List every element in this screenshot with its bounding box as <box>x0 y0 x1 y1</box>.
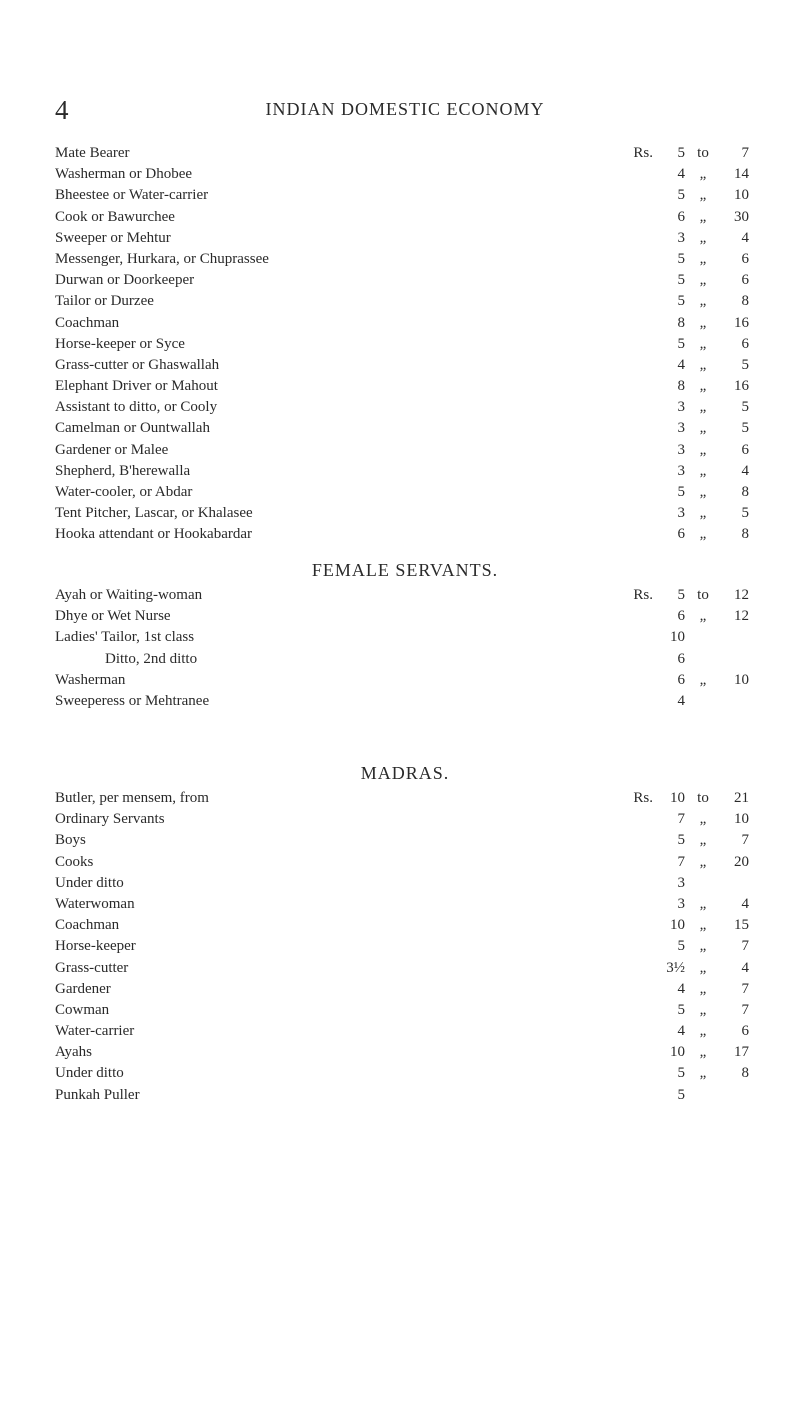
servant-label: Tent Pitcher, Lascar, or Khalasee <box>55 503 259 524</box>
wage-row <box>55 143 755 164</box>
servant-label: Gardener or Malee <box>55 440 174 461</box>
wage-low: 10 <box>670 917 685 934</box>
wage-low: 5 <box>677 272 685 289</box>
range-separator: „ <box>699 832 707 849</box>
wage-high: 8 <box>741 484 749 500</box>
range-separator: „ <box>699 399 707 416</box>
wage-row <box>55 585 755 606</box>
servant-label: Ayah or Waiting-woman <box>55 585 208 606</box>
servant-label: Coachman <box>55 915 125 936</box>
wage-row <box>55 207 755 228</box>
wage-row <box>55 524 755 545</box>
range-separator: „ <box>699 462 707 479</box>
wage-high: 15 <box>734 917 749 934</box>
range-separator: „ <box>699 959 707 976</box>
servant-label: Horse-keeper <box>55 936 142 957</box>
wage-low: 3 <box>677 229 685 246</box>
wage-row <box>55 936 755 957</box>
wage-low: 3½ <box>666 959 685 976</box>
servant-label: Ladies' Tailor, 1st class <box>55 627 200 648</box>
wage-high: 6 <box>741 335 749 352</box>
servant-label: Hooka attendant or Hookabardar <box>55 524 258 545</box>
wage-row <box>55 313 755 334</box>
wage-row <box>55 873 755 894</box>
servant-label: Ayahs <box>55 1042 98 1063</box>
servant-label: Butler, per mensem, from <box>55 788 215 809</box>
servant-label: Punkah Puller <box>55 1085 146 1106</box>
wage-low: 6 <box>677 608 685 625</box>
range-separator: „ <box>699 250 707 267</box>
wage-row <box>55 228 755 249</box>
currency-label: Rs. <box>633 790 653 806</box>
wage-high: 12 <box>734 587 749 603</box>
wage-high: 7 <box>741 145 749 161</box>
range-separator: „ <box>699 853 707 870</box>
range-separator: to <box>697 145 709 161</box>
servant-label: Ditto, 2nd ditto <box>105 649 203 670</box>
wage-row <box>55 852 755 873</box>
wage-high: 30 <box>734 208 749 225</box>
range-separator: „ <box>699 335 707 352</box>
servant-label: Water-carrier <box>55 1021 140 1042</box>
wage-high: 16 <box>734 314 749 331</box>
range-separator: „ <box>699 166 707 183</box>
wage-low: 3 <box>677 462 685 479</box>
wage-row <box>55 670 755 691</box>
servant-label: Elephant Driver or Mahout <box>55 376 224 397</box>
currency-label: Rs. <box>633 145 653 161</box>
range-separator: „ <box>699 671 707 688</box>
range-separator: „ <box>699 441 707 458</box>
servant-label: Coachman <box>55 313 125 334</box>
wage-low: 4 <box>677 980 685 997</box>
range-separator: „ <box>699 526 707 543</box>
wage-low: 8 <box>677 314 685 331</box>
servant-label: Grass-cutter <box>55 958 134 979</box>
servant-label: Camelman or Ountwallah <box>55 418 216 439</box>
range-separator: „ <box>699 917 707 934</box>
range-separator: „ <box>699 208 707 225</box>
range-separator: „ <box>699 505 707 522</box>
section-title: FEMALE SERVANTS. <box>311 560 499 580</box>
wage-low: 10 <box>670 790 685 806</box>
wage-row <box>55 270 755 291</box>
wage-high: 5 <box>741 399 749 416</box>
wage-high: 8 <box>741 293 749 310</box>
wage-low: 4 <box>677 1023 685 1040</box>
wage-low: 10 <box>670 1044 685 1061</box>
servant-label: Waterwoman <box>55 894 141 915</box>
range-separator: to <box>697 790 709 806</box>
servant-label: Mate Bearer <box>55 143 136 164</box>
page-number: 4 <box>55 95 69 125</box>
wage-high: 5 <box>741 505 749 522</box>
wage-low: 4 <box>677 692 685 709</box>
wage-high: 12 <box>734 608 749 625</box>
range-separator: to <box>697 587 709 603</box>
wage-high: 6 <box>741 272 749 289</box>
wage-low: 5 <box>677 145 685 161</box>
wage-row <box>55 1000 755 1021</box>
wage-row <box>55 606 755 627</box>
wage-row <box>55 503 755 524</box>
wage-high: 5 <box>741 356 749 373</box>
wage-low: 5 <box>677 293 685 310</box>
wage-low: 5 <box>677 832 685 849</box>
servant-label: Horse-keeper or Syce <box>55 334 191 355</box>
wage-high: 5 <box>741 420 749 437</box>
wage-high: 6 <box>741 1023 749 1040</box>
wage-low: 5 <box>677 335 685 352</box>
wage-low: 5 <box>677 1001 685 1018</box>
range-separator: „ <box>699 229 707 246</box>
wage-row <box>55 164 755 185</box>
servant-label: Ordinary Servants <box>55 809 171 830</box>
wage-row <box>55 249 755 270</box>
wage-low: 4 <box>677 356 685 373</box>
wage-low: 10 <box>670 629 685 646</box>
servant-label: Durwan or Doorkeeper <box>55 270 200 291</box>
wage-high: 21 <box>734 790 749 806</box>
wage-row <box>55 809 755 830</box>
servant-label: Bheestee or Water-carrier <box>55 185 214 206</box>
servant-label: Washerman or Dhobee <box>55 164 198 185</box>
wage-high: 4 <box>741 229 749 246</box>
range-separator: „ <box>699 980 707 997</box>
servant-label: Cook or Bawurchee <box>55 207 181 228</box>
wage-low: 7 <box>677 853 685 870</box>
wage-low: 5 <box>677 1065 685 1082</box>
wage-row <box>55 691 755 712</box>
wage-high: 7 <box>741 980 749 997</box>
servant-label: Under ditto <box>55 873 130 894</box>
range-separator: „ <box>699 1065 707 1082</box>
wage-row <box>55 915 755 936</box>
servant-label: Under ditto <box>55 1063 130 1084</box>
wage-low: 3 <box>677 420 685 437</box>
male-servants-table <box>55 143 755 546</box>
range-separator: „ <box>699 420 707 437</box>
wage-row <box>55 1085 755 1106</box>
wage-high: 7 <box>741 832 749 849</box>
wage-low: 4 <box>677 166 685 183</box>
wage-row <box>55 1042 755 1063</box>
wage-row <box>55 185 755 206</box>
wage-low: 5 <box>677 250 685 267</box>
wage-low: 5 <box>677 484 685 500</box>
wage-high: 4 <box>741 895 749 912</box>
wage-row <box>55 894 755 915</box>
wage-row <box>55 291 755 312</box>
wage-low: 3 <box>677 441 685 458</box>
wage-high: 20 <box>734 853 749 870</box>
wage-low: 6 <box>677 208 685 225</box>
wage-low: 3 <box>677 399 685 416</box>
wage-row <box>55 627 755 648</box>
wage-row <box>55 830 755 851</box>
wage-low: 5 <box>677 938 685 955</box>
wage-row <box>55 1021 755 1042</box>
wage-high: 14 <box>734 166 749 183</box>
running-head: INDIAN DOMESTIC ECONOMY <box>265 99 545 119</box>
wage-row <box>55 376 755 397</box>
currency-label: Rs. <box>633 587 653 603</box>
wage-high: 6 <box>741 250 749 267</box>
servant-label: Grass-cutter or Ghaswallah <box>55 355 225 376</box>
wage-high: 7 <box>741 938 749 955</box>
wage-row <box>55 649 755 670</box>
wage-low: 3 <box>677 895 685 912</box>
wage-row <box>55 440 755 461</box>
servant-label: Water-cooler, or Abdar <box>55 482 198 503</box>
wage-low: 6 <box>677 526 685 543</box>
servant-label: Messenger, Hurkara, or Chuprassee <box>55 249 275 270</box>
wage-row <box>55 355 755 376</box>
range-separator: „ <box>699 1023 707 1040</box>
range-separator: „ <box>699 378 707 395</box>
wage-high: 7 <box>741 1001 749 1018</box>
wage-low: 3 <box>677 505 685 522</box>
wage-low: 6 <box>677 671 685 688</box>
wage-row <box>55 334 755 355</box>
range-separator: „ <box>699 938 707 955</box>
range-separator: „ <box>699 314 707 331</box>
wage-high: 17 <box>734 1044 749 1061</box>
range-separator: „ <box>699 811 707 828</box>
wage-row <box>55 418 755 439</box>
servant-label: Shepherd, B'herewalla <box>55 461 196 482</box>
range-separator: „ <box>699 1001 707 1018</box>
wage-row <box>55 979 755 1000</box>
wage-row <box>55 1063 755 1084</box>
servant-label: Washerman <box>55 670 131 691</box>
servant-label: Gardener <box>55 979 117 1000</box>
section-title: MADRAS. <box>360 763 450 783</box>
wage-low: 5 <box>677 187 685 204</box>
wage-low: 8 <box>677 378 685 395</box>
servant-label: Sweeperess or Mehtranee <box>55 691 215 712</box>
range-separator: „ <box>699 484 707 500</box>
servant-label: Assistant to ditto, or Cooly <box>55 397 223 418</box>
servant-label: Boys <box>55 830 92 851</box>
wage-row <box>55 482 755 503</box>
servant-label: Dhye or Wet Nurse <box>55 606 177 627</box>
servant-label: Cowman <box>55 1000 115 1021</box>
wage-row <box>55 397 755 418</box>
wage-row <box>55 788 755 809</box>
range-separator: „ <box>699 187 707 204</box>
female-servants-table <box>55 555 755 712</box>
madras-servants-table <box>55 758 755 1106</box>
wage-high: 8 <box>741 526 749 543</box>
wage-low: 3 <box>677 874 685 891</box>
wage-row <box>55 461 755 482</box>
wage-high: 6 <box>741 441 749 458</box>
range-separator: „ <box>699 293 707 310</box>
wage-high: 8 <box>741 1065 749 1082</box>
wage-low: 6 <box>677 650 685 667</box>
wage-low: 7 <box>677 811 685 828</box>
servant-label: Cooks <box>55 852 99 873</box>
wage-high: 10 <box>734 671 749 688</box>
range-separator: „ <box>699 895 707 912</box>
wage-high: 4 <box>741 462 749 479</box>
range-separator: „ <box>699 272 707 289</box>
range-separator: „ <box>699 356 707 373</box>
wage-low: 5 <box>677 1086 685 1103</box>
wage-high: 4 <box>741 959 749 976</box>
servant-label: Tailor or Durzee <box>55 291 160 312</box>
range-separator: „ <box>699 1044 707 1061</box>
wage-row <box>55 958 755 979</box>
wage-high: 10 <box>734 187 749 204</box>
page-header <box>55 95 755 135</box>
servant-label: Sweeper or Mehtur <box>55 228 177 249</box>
wage-low: 5 <box>677 587 685 603</box>
wage-high: 16 <box>734 378 749 395</box>
range-separator: „ <box>699 608 707 625</box>
wage-high: 10 <box>734 811 749 828</box>
